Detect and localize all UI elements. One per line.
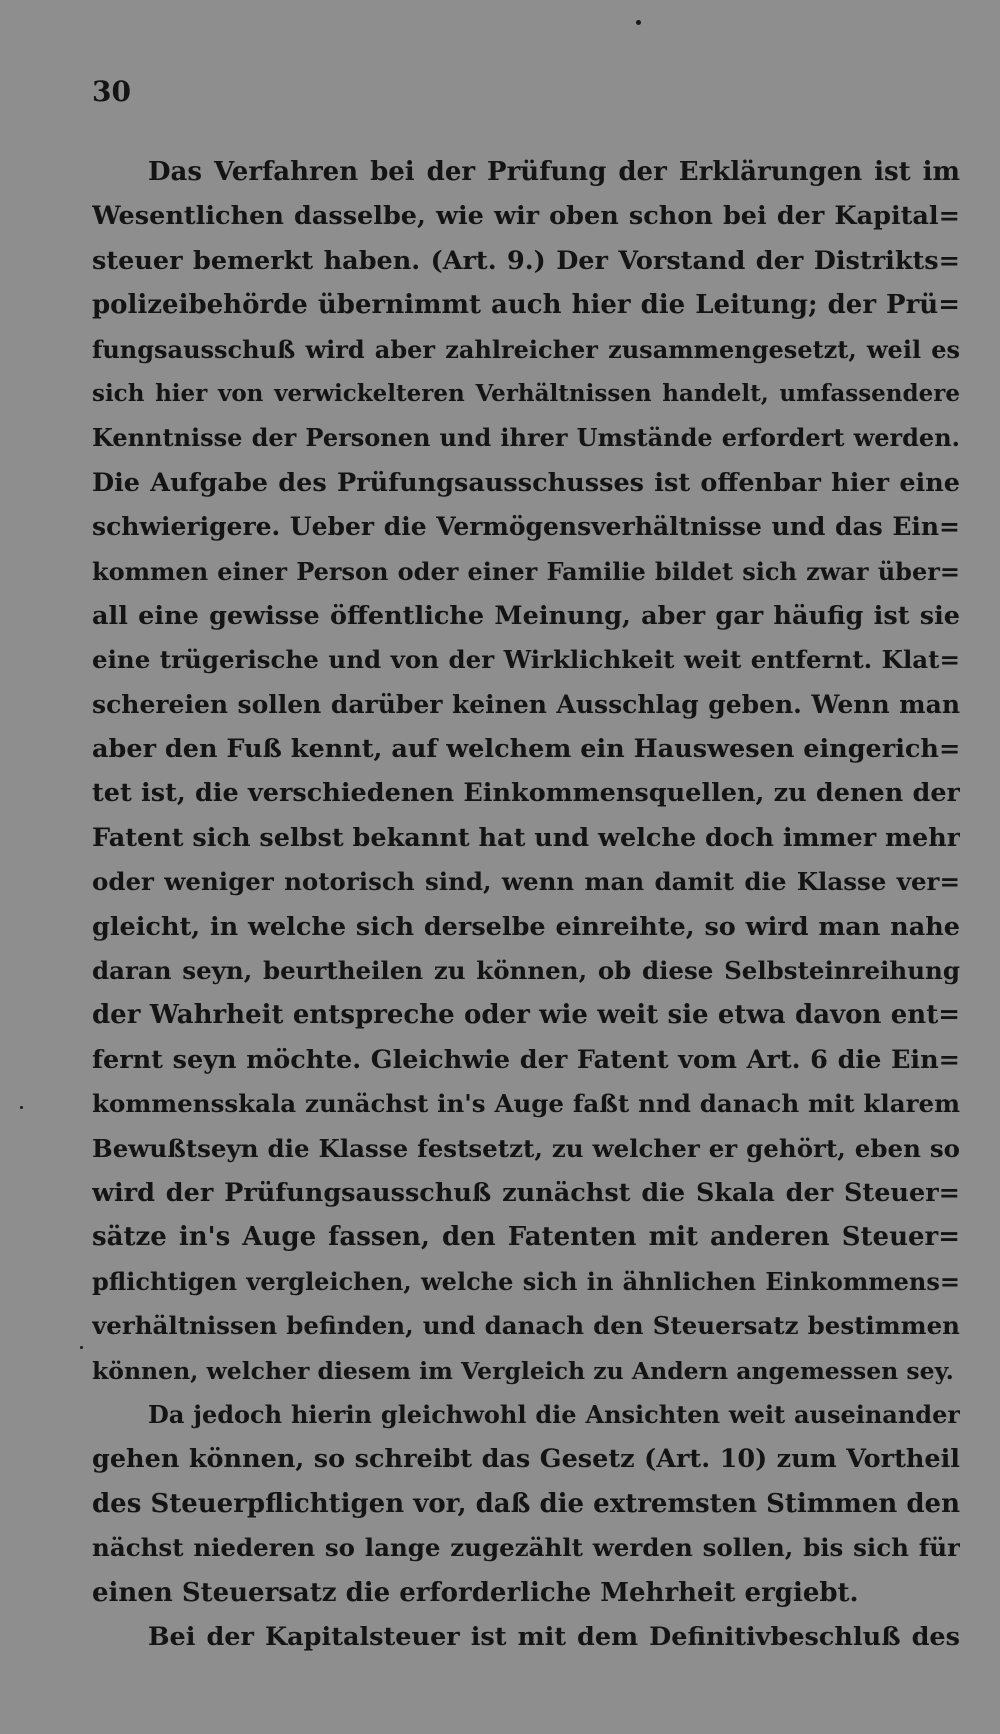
text-line: kommen einer Person oder einer Familie bildet sich zwar über= [92,556,960,586]
text-line: sich hier von verwickelteren Verhältnissen handelt, umfassendere [92,379,960,407]
text-line: polizeibehörde übernimmt auch hier die Leitung; der Prü= [92,290,960,321]
text-line: all eine gewisse öffentliche Meinung, aber gar häufig ist sie [92,600,960,631]
text-line: können, welcher diesem im Vergleich zu Andern angemessen sey. [92,1356,954,1385]
page-number: 30 [92,75,131,108]
text-line: gleicht, in welche sich derselbe einreihte, so wird man nahe [92,911,960,942]
text-line: fungsausschuß wird aber zahlreicher zusammengesetzt, weil es [92,334,960,364]
text-line: der Wahrheit entspreche oder wie weit sie etwa davon ent= [92,1000,960,1031]
text-line: steuer bemerkt haben. (Art. 9.) Der Vorstand der Distrikts= [92,245,960,276]
text-line: Das Verfahren bei der Prüfung der Erklärungen ist im [148,157,960,187]
text-line: des Steuerpflichtigen vor, daß die extremsten Stimmen den [92,1488,960,1519]
text-line: sätze in's Auge fassen, den Fatenten mit anderen Steuer= [92,1222,960,1253]
text-line: wird der Prüfungsausschuß zunächst die Skala der Steuer= [92,1177,960,1208]
text-line: einen Steuersatz die erforderliche Mehrheit ergiebt. [92,1577,859,1608]
text-line: aber den Fuß kennt, auf welchem ein Hauswesen eingerich= [92,734,960,765]
text-line: verhältnissen befinden, und danach den Steuersatz bestimmen [92,1311,960,1341]
text-line: pflichtigen vergleichen, welche sich in ähnlichen Einkommens= [92,1266,960,1296]
text-line: nächst niederen so lange zugezählt werden sollen, bis sich für [92,1533,960,1563]
text-line: Bei der Kapitalsteuer ist mit dem Definitivbeschluß des [148,1621,960,1652]
text-line: kommensskala zunächst in's Auge faßt nnd danach mit klarem [92,1089,960,1119]
text-line: Wesentlichen dasselbe, wie wir oben schon bei der Kapital= [92,201,960,232]
text-line: oder weniger notorisch sind, wenn man damit die Klasse ver= [92,867,960,897]
text-line: eine trügerische und von der Wirklichkeit weit entfernt. Klat= [92,645,960,675]
text-line: Da jedoch hierin gleichwohl die Ansichten weit auseinander [148,1399,960,1429]
text-line: schereien sollen darüber keinen Ausschlag geben. Wenn man [92,689,960,719]
scan-speck [80,1346,83,1349]
scan-speck [20,1106,23,1109]
text-line: fernt seyn möchte. Gleichwie der Fatent vom Art. 6 die Ein= [92,1044,960,1075]
text-line: Die Aufgabe des Prüfungsausschusses ist offenbar hier eine [92,467,960,498]
scan-speck [636,20,641,25]
text-line: tet ist, die verschiedenen Einkommensquellen, zu denen der [92,778,960,809]
text-line: schwierigere. Ueber die Vermögensverhältnisse und das Ein= [92,512,960,542]
text-line: daran seyn, beurtheilen zu können, ob diese Selbsteinreihung [92,956,960,986]
text-line: Bewußtseyn die Klasse festsetzt, zu welcher er gehört, eben so [92,1133,960,1163]
text-line: Kenntnisse der Personen und ihrer Umstände erfordert werden. [92,423,960,453]
text-line: gehen können, so schreibt das Gesetz (Art. 10) zum Vortheil [92,1444,960,1475]
text-line: Fatent sich selbst bekannt hat und welche doch immer mehr [92,822,960,853]
body-text [92,150,960,1659]
